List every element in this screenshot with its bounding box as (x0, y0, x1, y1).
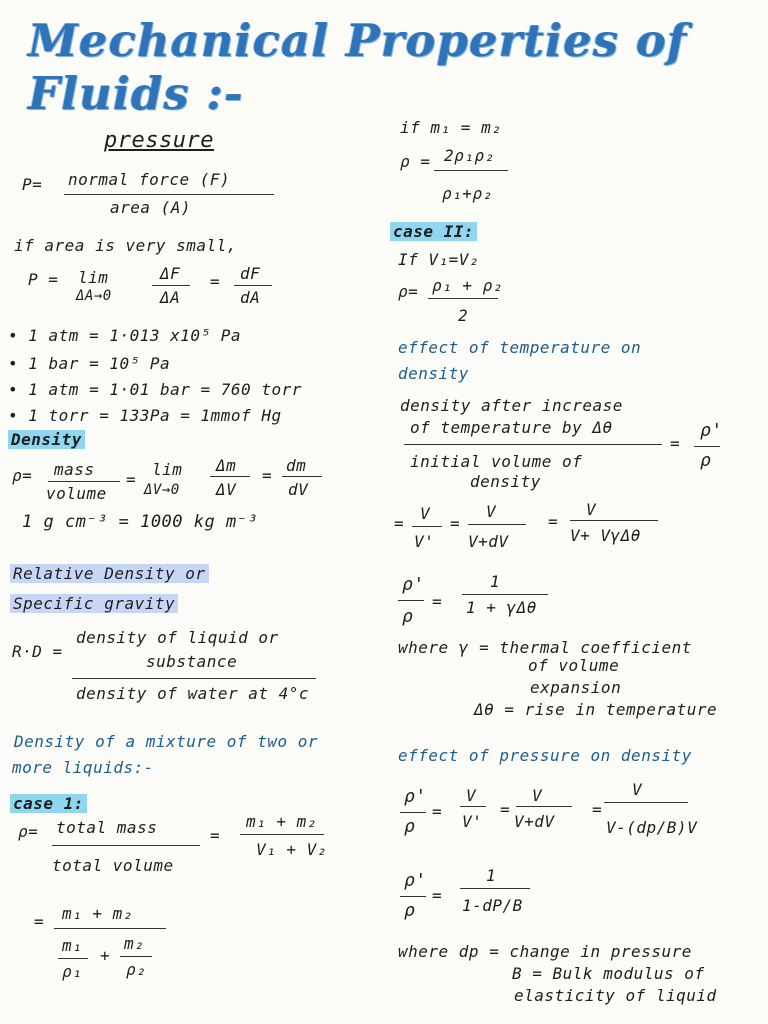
v-a-num: V (420, 504, 431, 523)
frac-line (234, 285, 272, 286)
where-line-2: of volume (528, 656, 620, 675)
t-rhs-den: ρ (700, 450, 712, 471)
r1-lhs: ρ = (400, 152, 431, 171)
rd-num-1: density of liquid or (76, 628, 279, 647)
if-m-equal: if m₁ = m₂ (400, 118, 502, 137)
unit-line: • 1 bar = 10⁵ Pa (8, 354, 171, 373)
rho-lhs: ρ= (12, 466, 33, 485)
frac-line (52, 845, 200, 846)
rho-den2: dV (288, 480, 309, 499)
rho-lim-sub: ΔV→0 (144, 482, 180, 498)
c1-num: total mass (56, 818, 158, 837)
t-num-1: density after increase (400, 396, 623, 415)
where-line-4: Δθ = rise in temperature (474, 700, 718, 719)
frac-line (460, 888, 530, 889)
frac-line (400, 812, 426, 813)
c1b-den-a-den: ρ₁ (62, 962, 83, 981)
frac-line (400, 896, 426, 897)
eq-sign: = (394, 514, 405, 533)
eq-sign: = (34, 912, 45, 931)
r2-den: 2 (458, 306, 469, 325)
eq-sign: = (126, 470, 137, 489)
rp-num: ρ' (402, 574, 425, 595)
lim-lhs: P = (28, 270, 59, 289)
eq-sign: = (432, 886, 443, 905)
lim-num: ΔF (160, 264, 181, 283)
frac-line (434, 170, 508, 171)
plus-sign: + (100, 946, 111, 965)
where-line-1: where γ = thermal coefficient (398, 638, 692, 657)
frac-line (460, 806, 486, 807)
v-a-den: V' (414, 532, 435, 551)
relative-density-heading-1: Relative Density or (10, 564, 209, 583)
pressure-effect-heading: effect of pressure on density (398, 746, 692, 765)
frac-line (516, 806, 572, 807)
frac-line (240, 834, 324, 835)
c1-lhs: ρ= (18, 822, 39, 841)
if-v-equal: If V₁=V₂ (398, 250, 480, 269)
p-b-den: V' (462, 812, 483, 831)
c1-den: total volume (52, 856, 174, 875)
eq-sign: = (262, 466, 273, 485)
c1b-den-b-num: m₂ (124, 934, 145, 953)
pressure-def-den: area (A) (110, 198, 192, 217)
p-c-den: V+dV (514, 812, 555, 831)
r1-num: 2ρ₁ρ₂ (444, 146, 495, 165)
c1b-num: m₁ + m₂ (62, 904, 133, 923)
p2-rhs-num: 1 (486, 866, 497, 885)
eq-sign: = (450, 514, 461, 533)
p-b-num: V (466, 786, 477, 805)
frac-line (282, 476, 322, 477)
d-den: dA (240, 288, 261, 307)
frac-line (72, 678, 316, 679)
r1-den: ρ₁+ρ₂ (442, 184, 493, 203)
unit-line: • 1 torr = 133Pa = 1mmof Hg (8, 406, 282, 425)
conversion: 1 g cm⁻³ = 1000 kg m⁻³ (22, 512, 259, 532)
where-p-line-3: elasticity of liquid (514, 986, 717, 1005)
page-title: Mechanical Properties of Fluids :- (28, 14, 688, 120)
rd-num-2: substance (146, 652, 238, 671)
unit-line: • 1 atm = 1·01 bar = 760 torr (8, 380, 302, 399)
r2-lhs: ρ= (398, 282, 419, 301)
frac-line (120, 956, 152, 957)
frac-line (152, 285, 190, 286)
where-line-3: expansion (530, 678, 622, 697)
p2-den: ρ (404, 900, 416, 921)
c1b-den-a-num: m₁ (62, 936, 83, 955)
p2-num: ρ' (404, 870, 427, 891)
pressure-heading: pressure (104, 128, 214, 153)
frac-line (462, 594, 548, 595)
temp-heading-2: density (398, 364, 469, 383)
c1-den2: V₁ + V₂ (256, 840, 327, 859)
unit-line: • 1 atm = 1·013 x10⁵ Pa (8, 326, 242, 345)
frac-line (428, 298, 498, 299)
case2-label: case II: (390, 222, 477, 241)
rho-dden: ΔV (216, 480, 237, 499)
frac-line (48, 481, 120, 482)
lim-sub: ΔA→0 (76, 288, 112, 304)
p-a-den: ρ (404, 816, 416, 837)
frac-line (54, 928, 166, 929)
c1b-den-b-den: ρ₂ (126, 960, 147, 979)
rd-den: density of water at 4°c (76, 684, 310, 703)
t-den-2: density (470, 472, 541, 491)
p-d-num: V (632, 780, 643, 799)
t-num-2: of temperature by Δθ (410, 418, 613, 437)
pressure-def-lhs: P= (22, 175, 43, 194)
rp-den: ρ (402, 606, 414, 627)
rd-lhs: R·D = (12, 642, 63, 661)
frac-line (58, 958, 88, 959)
rho-den: volume (46, 484, 107, 503)
relative-density-heading-2: Specific gravity (10, 594, 178, 613)
frac-line (570, 520, 658, 521)
c1-num2: m₁ + m₂ (246, 812, 317, 831)
v-b-den: V+dV (468, 532, 509, 551)
eq-sign: = (210, 826, 221, 845)
p-c-num: V (532, 786, 543, 805)
p2-rhs-den: 1-dP/B (462, 896, 523, 915)
frac-line (398, 600, 424, 601)
v-c-den: V+ VγΔθ (570, 526, 641, 545)
lim-den: ΔA (160, 288, 181, 307)
eq-sign: = (670, 434, 681, 453)
mixture-heading-2: more liquids:- (12, 758, 154, 777)
where-p-line-2: B = Bulk modulus of (512, 964, 705, 983)
eq-sign: = (548, 512, 559, 531)
rho-lim: lim (152, 460, 183, 479)
eq-sign: = (500, 800, 511, 819)
small-area-text: if area is very small, (14, 236, 237, 255)
rp-rhs-num: 1 (490, 572, 501, 591)
t-rhs-num: ρ' (700, 420, 723, 441)
rho-dnum: Δm (216, 456, 237, 475)
eq-sign: = (432, 592, 443, 611)
frac-line (210, 476, 250, 477)
eq-sign: = (210, 272, 221, 291)
lim-word: lim (78, 268, 109, 287)
where-p-line-1: where dp = change in pressure (398, 942, 692, 961)
p-d-den: V-(dp/B)V (606, 818, 698, 837)
v-b-num: V (486, 502, 497, 521)
pressure-def-num: normal force (F) (68, 170, 231, 189)
rho-num2: dm (286, 456, 307, 475)
eq-sign: = (592, 800, 603, 819)
frac-line (404, 444, 662, 445)
frac-line (604, 802, 688, 803)
frac-line (64, 194, 274, 195)
mixture-heading-1: Density of a mixture of two or (14, 732, 318, 751)
frac-line (468, 524, 526, 525)
rp-rhs-den: 1 + γΔθ (466, 598, 537, 617)
rho-num: mass (54, 460, 95, 479)
frac-line (694, 446, 720, 447)
temp-heading-1: effect of temperature on (398, 338, 642, 357)
frac-line (412, 526, 442, 527)
density-heading: Density (8, 430, 85, 449)
r2-num: ρ₁ + ρ₂ (432, 276, 503, 295)
v-c-num: V (586, 500, 597, 519)
d-num: dF (240, 264, 261, 283)
t-den-1: initial volume of (410, 452, 583, 471)
eq-sign: = (432, 802, 443, 821)
p-a-num: ρ' (404, 786, 427, 807)
case1-label: case 1: (10, 794, 87, 813)
